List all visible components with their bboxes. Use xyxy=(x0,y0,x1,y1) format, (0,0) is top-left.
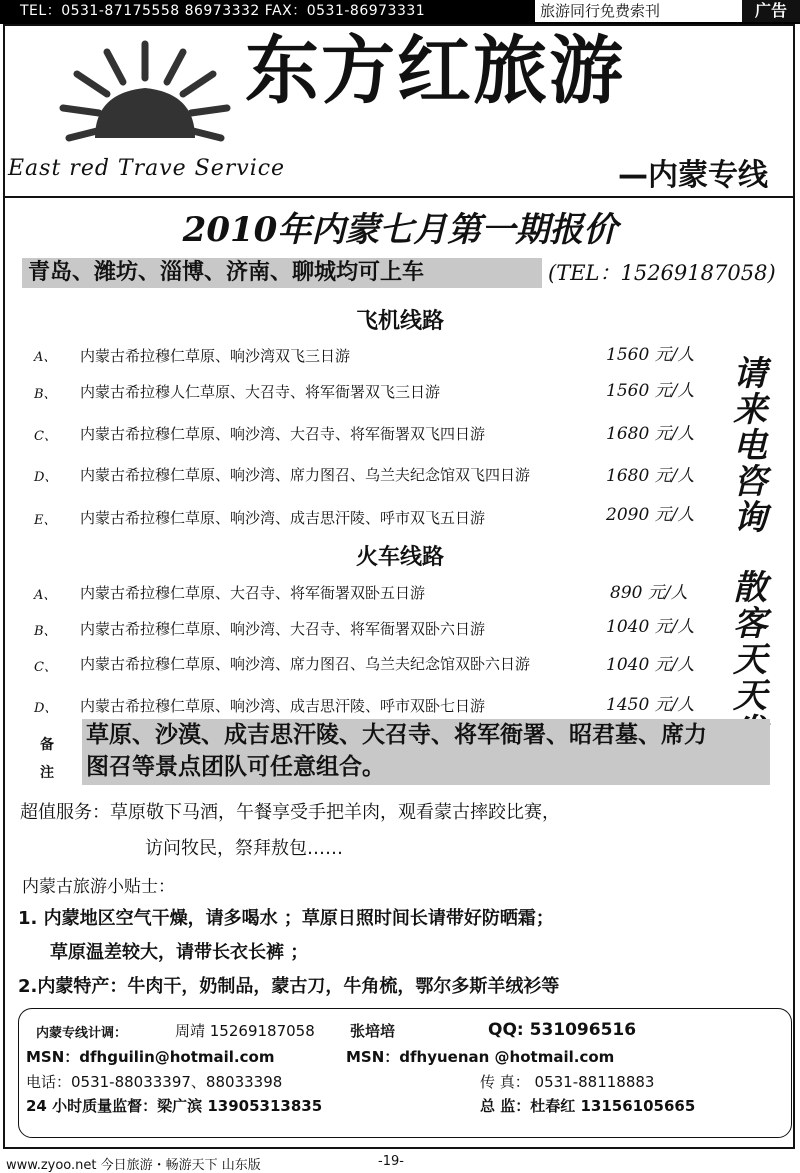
service-line: 超值服务：草原敬下马酒，午餐享受手把羊肉，观看蒙古摔跤比赛， xyxy=(20,802,560,823)
qq-number: QQ: 531096516 xyxy=(488,1020,637,1040)
msn-contact: MSN：dfhguilin@hotmail.com xyxy=(26,1048,275,1066)
tip-line: 草原温差较大，请带长衣长裤 ； xyxy=(50,942,309,963)
msn-contact: MSN：dfhyuenan @hotmail.com xyxy=(346,1048,615,1066)
flight-route-text: 内蒙古希拉穆仁草原、响沙湾、大召寺、将军衙署双飞四日游 xyxy=(80,425,486,443)
boarding-cities: 青岛、潍坊、淄博、济南、聊城均可上车 xyxy=(22,258,542,288)
notes-label: 注 xyxy=(40,765,54,781)
flight-route-letter: D、 xyxy=(34,470,58,485)
top-contact: TEL：0531-87175558 86973332 FAX：0531-86973331 xyxy=(0,0,535,22)
brand-name: 东方红旅游 xyxy=(245,28,625,114)
boarding-tel: (TEL：15269187058) xyxy=(548,261,776,285)
ad-badge: 广告 xyxy=(742,0,800,22)
page-number: -19- xyxy=(378,1154,404,1169)
train-route-text: 内蒙古希拉穆仁草原、响沙湾、成吉思汗陵、呼市双卧七日游 xyxy=(80,697,486,715)
flight-route-letter: C、 xyxy=(34,429,57,444)
page-title: 2010年内蒙七月第一期报价 xyxy=(182,210,618,250)
footer xyxy=(0,1152,800,1172)
train-route-letter: C、 xyxy=(34,660,57,675)
service-line: 访问牧民，祭拜敖包…… xyxy=(145,838,343,859)
top-tagline: 旅游同行免费索刊 xyxy=(540,2,661,20)
brand-english: East red Trave Service xyxy=(8,156,286,181)
flight-route-price: 2090 元/人 xyxy=(606,505,695,525)
train-route-price: 1040 元/人 xyxy=(606,655,695,675)
plan-label: 内蒙专线计调： xyxy=(36,1026,128,1041)
flight-route-letter: A、 xyxy=(34,350,57,365)
tips-title: 内蒙古旅游小贴士： xyxy=(22,877,175,897)
notes-line: 图召等景点团队可任意组合。 xyxy=(86,754,385,780)
header-divider xyxy=(3,196,795,198)
flight-route-text: 内蒙古希拉穆仁草原、响沙湾、成吉思汗陵、呼市双飞五日游 xyxy=(80,509,486,527)
top-bar xyxy=(0,0,800,24)
train-route-text: 内蒙古希拉穆仁草原、响沙湾、大召寺、将军衙署双卧六日游 xyxy=(80,620,486,638)
director-line: 总 监：杜春红 13156105665 xyxy=(480,1097,696,1115)
flight-route-letter: B、 xyxy=(34,387,57,402)
flight-route-price: 1680 元/人 xyxy=(606,424,695,444)
sun-icon xyxy=(55,38,235,148)
train-route-price: 1040 元/人 xyxy=(606,617,695,637)
tip-line: 2.内蒙特产：牛肉干，奶制品，蒙古刀，牛角梳，鄂尔多斯羊绒衫等 xyxy=(18,976,560,997)
train-route-text: 内蒙古希拉穆仁草原、响沙湾、席力图召、乌兰夫纪念馆双卧六日游 xyxy=(80,655,531,673)
train-route-letter: D、 xyxy=(34,701,58,716)
fax-number: 传 真： 0531-88118883 xyxy=(480,1073,655,1091)
notes-label: 备 xyxy=(40,737,54,753)
flight-route-letter: E、 xyxy=(34,513,57,528)
flight-section-title: 飞机线路 xyxy=(355,309,444,334)
train-route-price: 1450 元/人 xyxy=(606,695,695,715)
train-route-price: 890 元/人 xyxy=(610,583,688,603)
train-section-title: 火车线路 xyxy=(355,545,444,570)
flight-route-text: 内蒙古希拉穆仁草原、响沙湾、席力图召、乌兰夫纪念馆双飞四日游 xyxy=(80,466,531,484)
plan-contact: 张培培 xyxy=(350,1022,396,1040)
train-route-letter: B、 xyxy=(34,624,57,639)
train-route-letter: A、 xyxy=(34,588,57,603)
tip-line: 1. 内蒙地区空气干燥，请多喝水 ；草原日照时间长请带好防晒霜； xyxy=(18,908,554,929)
notes-line: 草原、沙漠、成吉思汗陵、大召寺、将军衙署、昭君墓、席力 xyxy=(86,722,707,748)
flight-route-price: 1560 元/人 xyxy=(606,381,695,401)
flight-route-price: 1680 元/人 xyxy=(606,466,695,486)
notes-box xyxy=(82,719,770,785)
train-route-text: 内蒙古希拉穆仁草原、大召寺、将军衙署双卧五日游 xyxy=(80,584,426,602)
daily-departure-vertical: 散客天天 xyxy=(733,568,767,716)
flight-route-text: 内蒙古希拉穆人仁草原、大召寺、将军衙署双飞三日游 xyxy=(80,383,441,401)
call-us-vertical: 请来电咨询 xyxy=(733,354,767,538)
brand-subtitle: —内蒙专线 xyxy=(618,158,768,193)
flight-route-text: 内蒙古希拉穆仁草原、响沙湾双飞三日游 xyxy=(80,347,351,365)
supervisor-line: 24 小时质量监督：梁广滨 13905313835 xyxy=(26,1097,323,1115)
footer-site: www.zyoo.net 今日旅游・畅游天下 山东版 xyxy=(6,1158,261,1173)
phone-number: 电话：0531-88033397、88033398 xyxy=(26,1073,283,1091)
plan-contact: 周靖 15269187058 xyxy=(175,1022,315,1040)
flight-route-price: 1560 元/人 xyxy=(606,345,695,365)
